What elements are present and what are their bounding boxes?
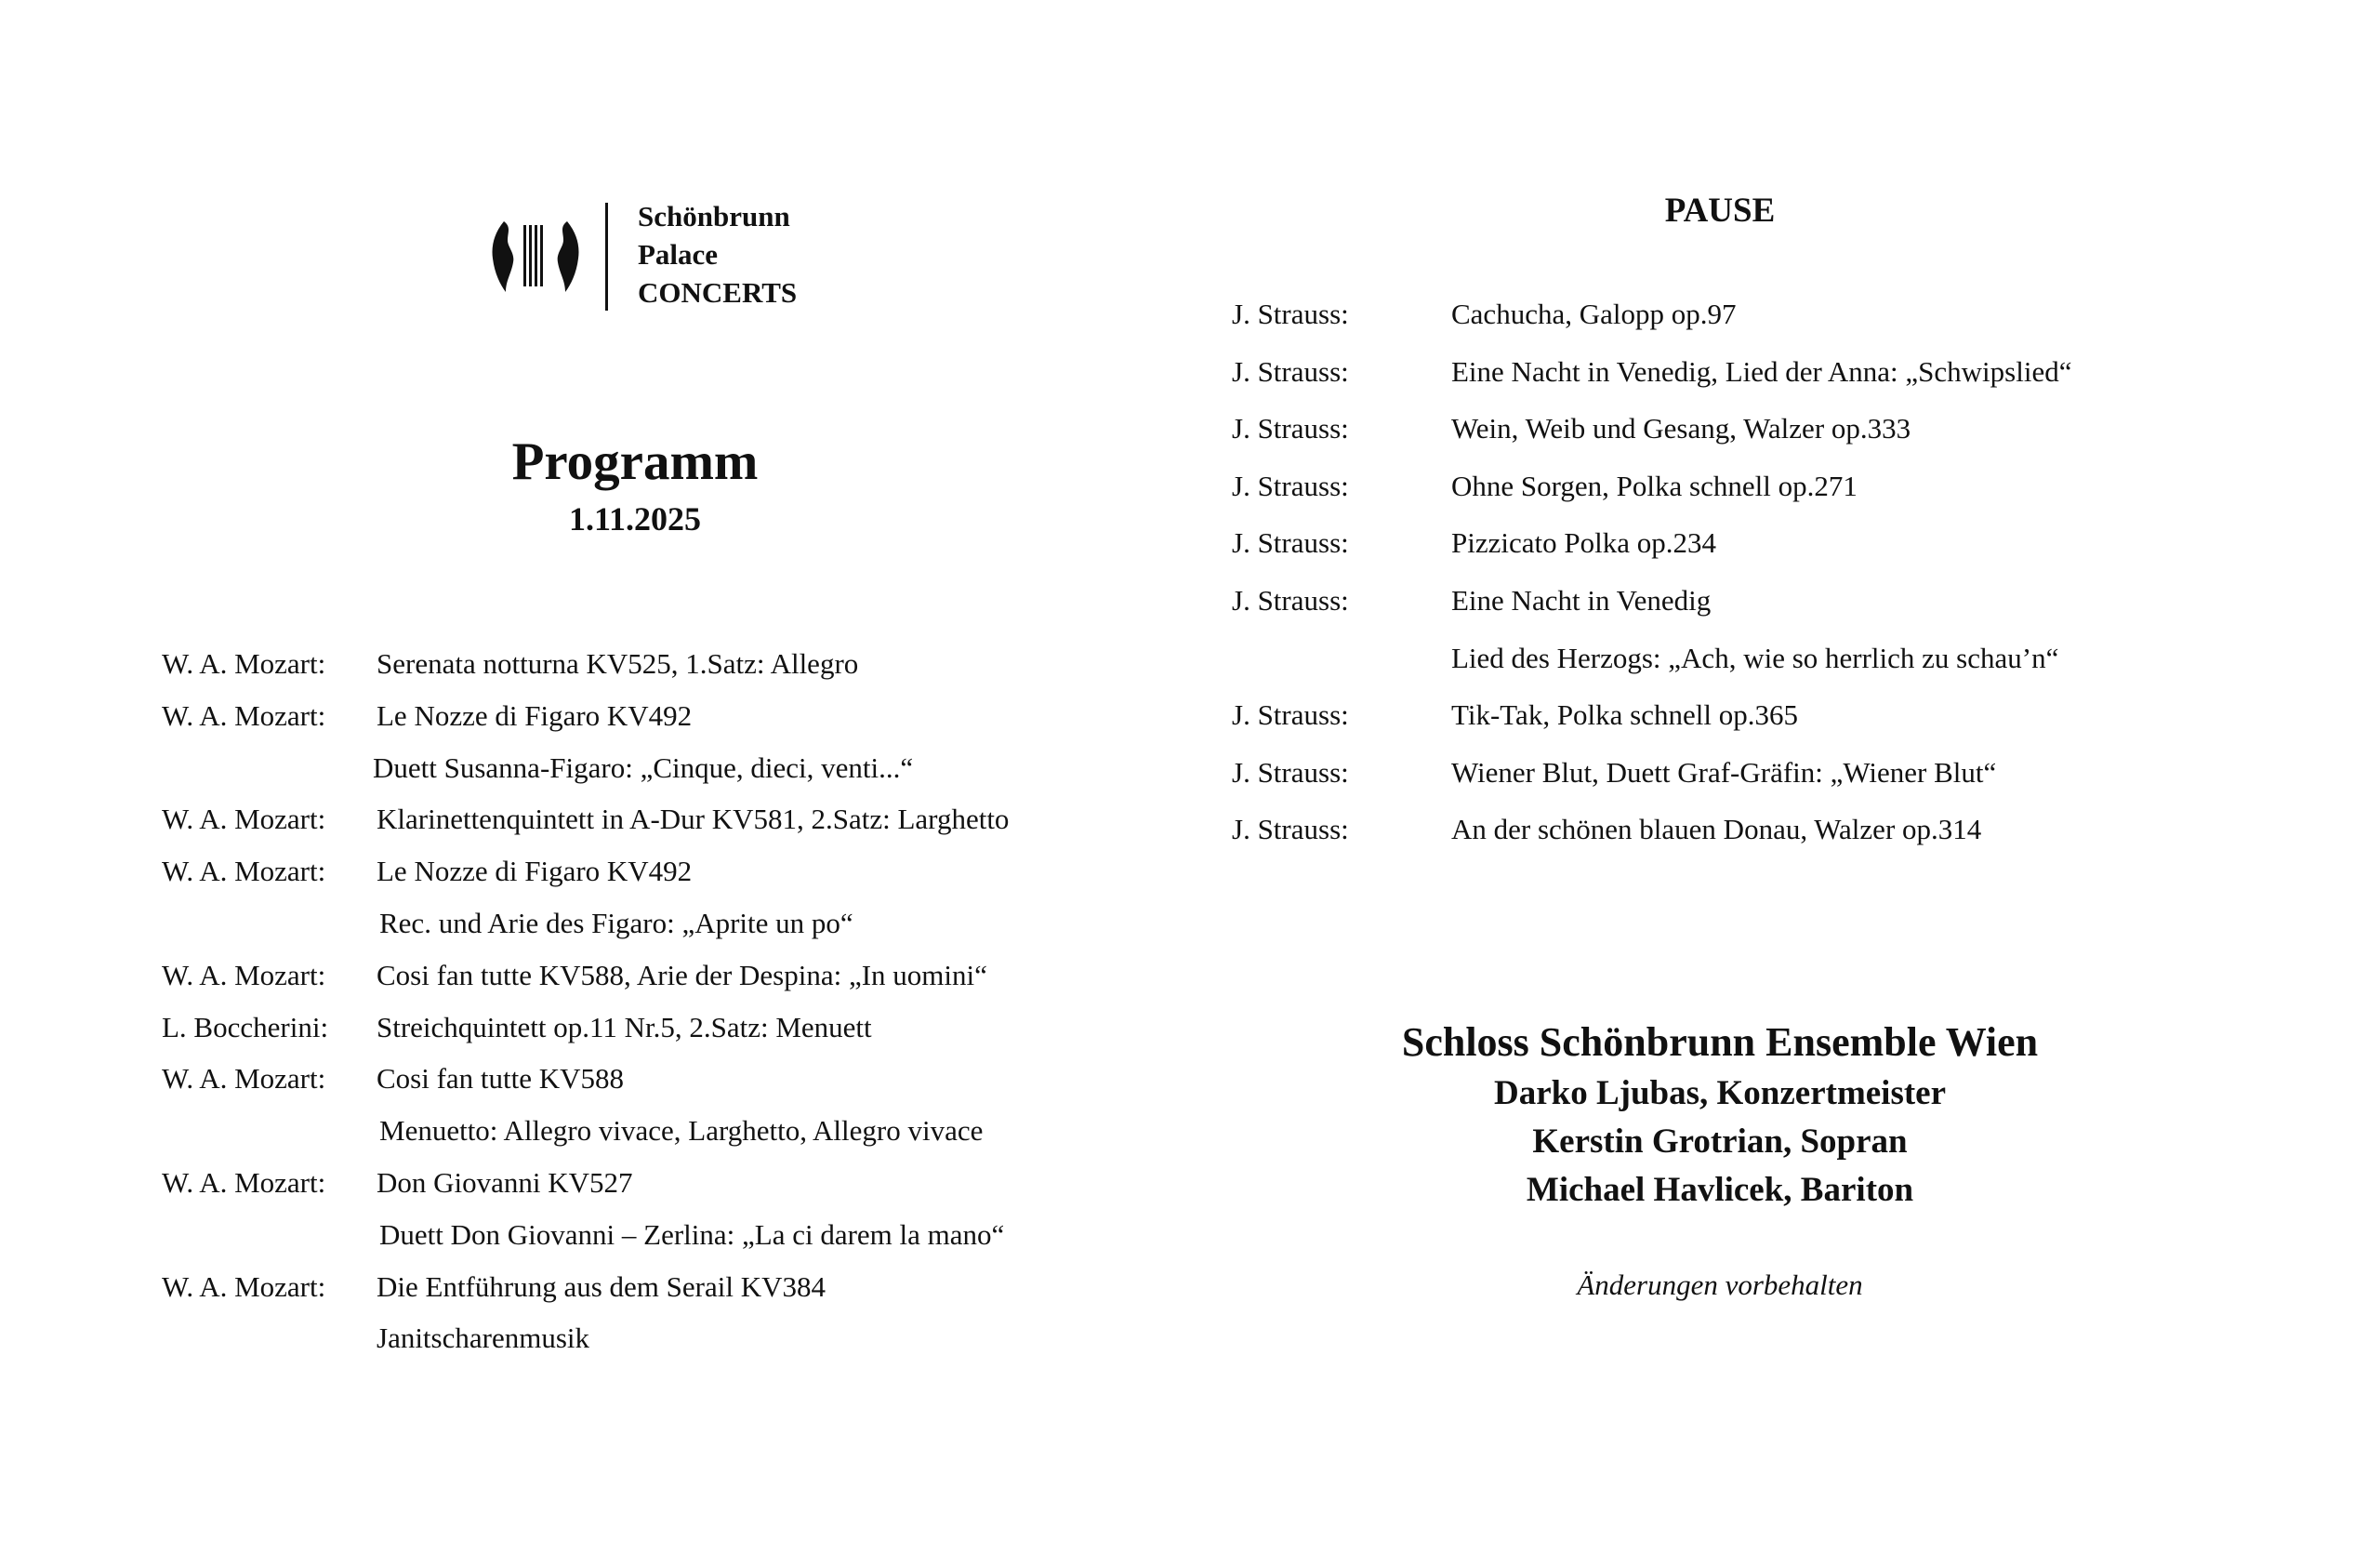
- composer-name: J. Strauss:: [1232, 469, 1349, 502]
- work-title: Menuetto: Allegro vivace, Larghetto, Allegro vivace: [379, 1114, 984, 1148]
- work-title: Pizzicato Polka op.234: [1451, 526, 1716, 560]
- programme-row: [1232, 410, 2329, 468]
- work-title: Tik-Tak, Polka schnell op.365: [1451, 698, 1798, 732]
- logo-wordmark: [638, 197, 797, 312]
- work-title: Le Nozze di Figaro KV492: [377, 698, 693, 732]
- work-title: Janitscharenmusik: [377, 1322, 590, 1355]
- work-title: Klarinettenquintett in A-Dur KV581, 2.Satz: Larghetto: [377, 803, 1010, 836]
- ensemble-block: [1320, 1016, 2120, 1215]
- programme-row: [162, 750, 1203, 802]
- performer-baritone: Michael Havlicek, Bariton: [1526, 1171, 1914, 1209]
- composer-name: W. A. Mozart:: [162, 698, 326, 732]
- logo-line-concerts: CONCERTS: [638, 276, 798, 309]
- composer-name: W. A. Mozart:: [162, 1269, 326, 1303]
- work-title: Ohne Sorgen, Polka schnell op.271: [1451, 469, 1858, 502]
- programme-row: [162, 853, 1203, 905]
- programme-row: [162, 801, 1203, 853]
- composer-name: W. A. Mozart:: [162, 855, 326, 888]
- programme-row: [1232, 353, 2329, 411]
- programme-row: [162, 1164, 1203, 1216]
- ensemble-name: Schloss Schönbrunn Ensemble Wien: [1401, 1019, 2039, 1065]
- violin-strings-logo-icon: [491, 219, 580, 294]
- programme-row: [162, 1060, 1203, 1112]
- composer-name: J. Strauss:: [1232, 354, 1349, 388]
- work-title: Duett Don Giovanni – Zerlina: „La ci darem la mano“: [379, 1217, 1005, 1251]
- programme-row: [1232, 697, 2329, 754]
- programme-row: [162, 1268, 1203, 1321]
- logo-line-schoenbrunn: Schönbrunn: [638, 200, 790, 232]
- composer-name: J. Strauss:: [1232, 813, 1349, 846]
- programme-row: [162, 905, 1203, 957]
- programme-row: [1232, 754, 2329, 812]
- work-title: Wein, Weib und Gesang, Walzer op.333: [1451, 412, 1911, 445]
- performer-soprano: Kerstin Grotrian, Sopran: [1532, 1122, 1908, 1161]
- composer-name: W. A. Mozart:: [162, 1165, 326, 1199]
- work-title: Rec. und Arie des Figaro: „Aprite un po“: [379, 906, 853, 939]
- work-title: Le Nozze di Figaro KV492: [377, 855, 693, 888]
- work-title: Don Giovanni KV527: [377, 1165, 633, 1199]
- programme-row: [162, 1112, 1203, 1164]
- programme-row: [162, 645, 1203, 697]
- work-title: Die Entführung aus dem Serail KV384: [377, 1269, 826, 1303]
- work-title: Eine Nacht in Venedig: [1451, 583, 1712, 617]
- work-title: Streichquintett op.11 Nr.5, 2.Satz: Menuett: [377, 1010, 872, 1043]
- programme-date: 1.11.2025: [568, 500, 701, 538]
- performer-concertmaster: Darko Ljubas, Konzertmeister: [1493, 1074, 1947, 1112]
- logo-divider: [605, 203, 608, 311]
- intermission-heading: PAUSE: [1664, 192, 1776, 230]
- composer-name: J. Strauss:: [1232, 526, 1349, 560]
- programme-row: [1232, 468, 2329, 525]
- work-title: Serenata notturna KV525, 1.Satz: Allegro: [377, 647, 859, 680]
- programme-row: [1232, 811, 2329, 869]
- work-title: An der schönen blauen Donau, Walzer op.314: [1451, 813, 1982, 846]
- composer-name: J. Strauss:: [1232, 298, 1349, 330]
- composer-name: W. A. Mozart:: [162, 803, 326, 836]
- work-title: Duett Susanna-Figaro: „Cinque, dieci, venti...“: [373, 750, 914, 784]
- programme-row: [162, 1216, 1203, 1268]
- programme-title: Programm: [511, 432, 759, 491]
- composer-name: L. Boccherini:: [162, 1010, 329, 1043]
- composer-name: W. A. Mozart:: [162, 1062, 326, 1096]
- changes-reserved-note: Änderungen vorbehalten: [1577, 1268, 1863, 1301]
- work-title: Cosi fan tutte KV588, Arie der Despina: „In uomini“: [377, 958, 987, 991]
- programme-row: [1232, 525, 2329, 582]
- composer-name: J. Strauss:: [1232, 755, 1349, 789]
- logo-line-palace: Palace: [638, 238, 719, 271]
- composer-name: W. A. Mozart:: [162, 958, 326, 991]
- first-half-programme-list: [162, 645, 1203, 1372]
- programme-row: [1232, 296, 2329, 353]
- composer-name: J. Strauss:: [1232, 412, 1349, 445]
- work-title: Cosi fan tutte KV588: [377, 1062, 625, 1096]
- composer-name: J. Strauss:: [1232, 583, 1349, 617]
- programme-row: [162, 1320, 1203, 1372]
- programme-row: [1232, 640, 2329, 697]
- work-title: Cachucha, Galopp op.97: [1451, 298, 1737, 330]
- work-title: Wiener Blut, Duett Graf-Gräfin: „Wiener Blut“: [1451, 755, 1997, 789]
- work-title: Lied des Herzogs: „Ach, wie so herrlich zu schau’n“: [1451, 641, 2059, 674]
- programme-row: [162, 957, 1203, 1009]
- programme-row: [1232, 582, 2329, 640]
- schoenbrunn-palace-concerts-logo: [483, 197, 837, 318]
- second-half-programme-list: [1232, 296, 2329, 869]
- work-title: Eine Nacht in Venedig, Lied der Anna: „Schwipslied“: [1451, 354, 2072, 388]
- composer-name: J. Strauss:: [1232, 698, 1349, 732]
- composer-name: W. A. Mozart:: [162, 647, 326, 680]
- programme-row: [162, 1009, 1203, 1061]
- programme-row: [162, 697, 1203, 750]
